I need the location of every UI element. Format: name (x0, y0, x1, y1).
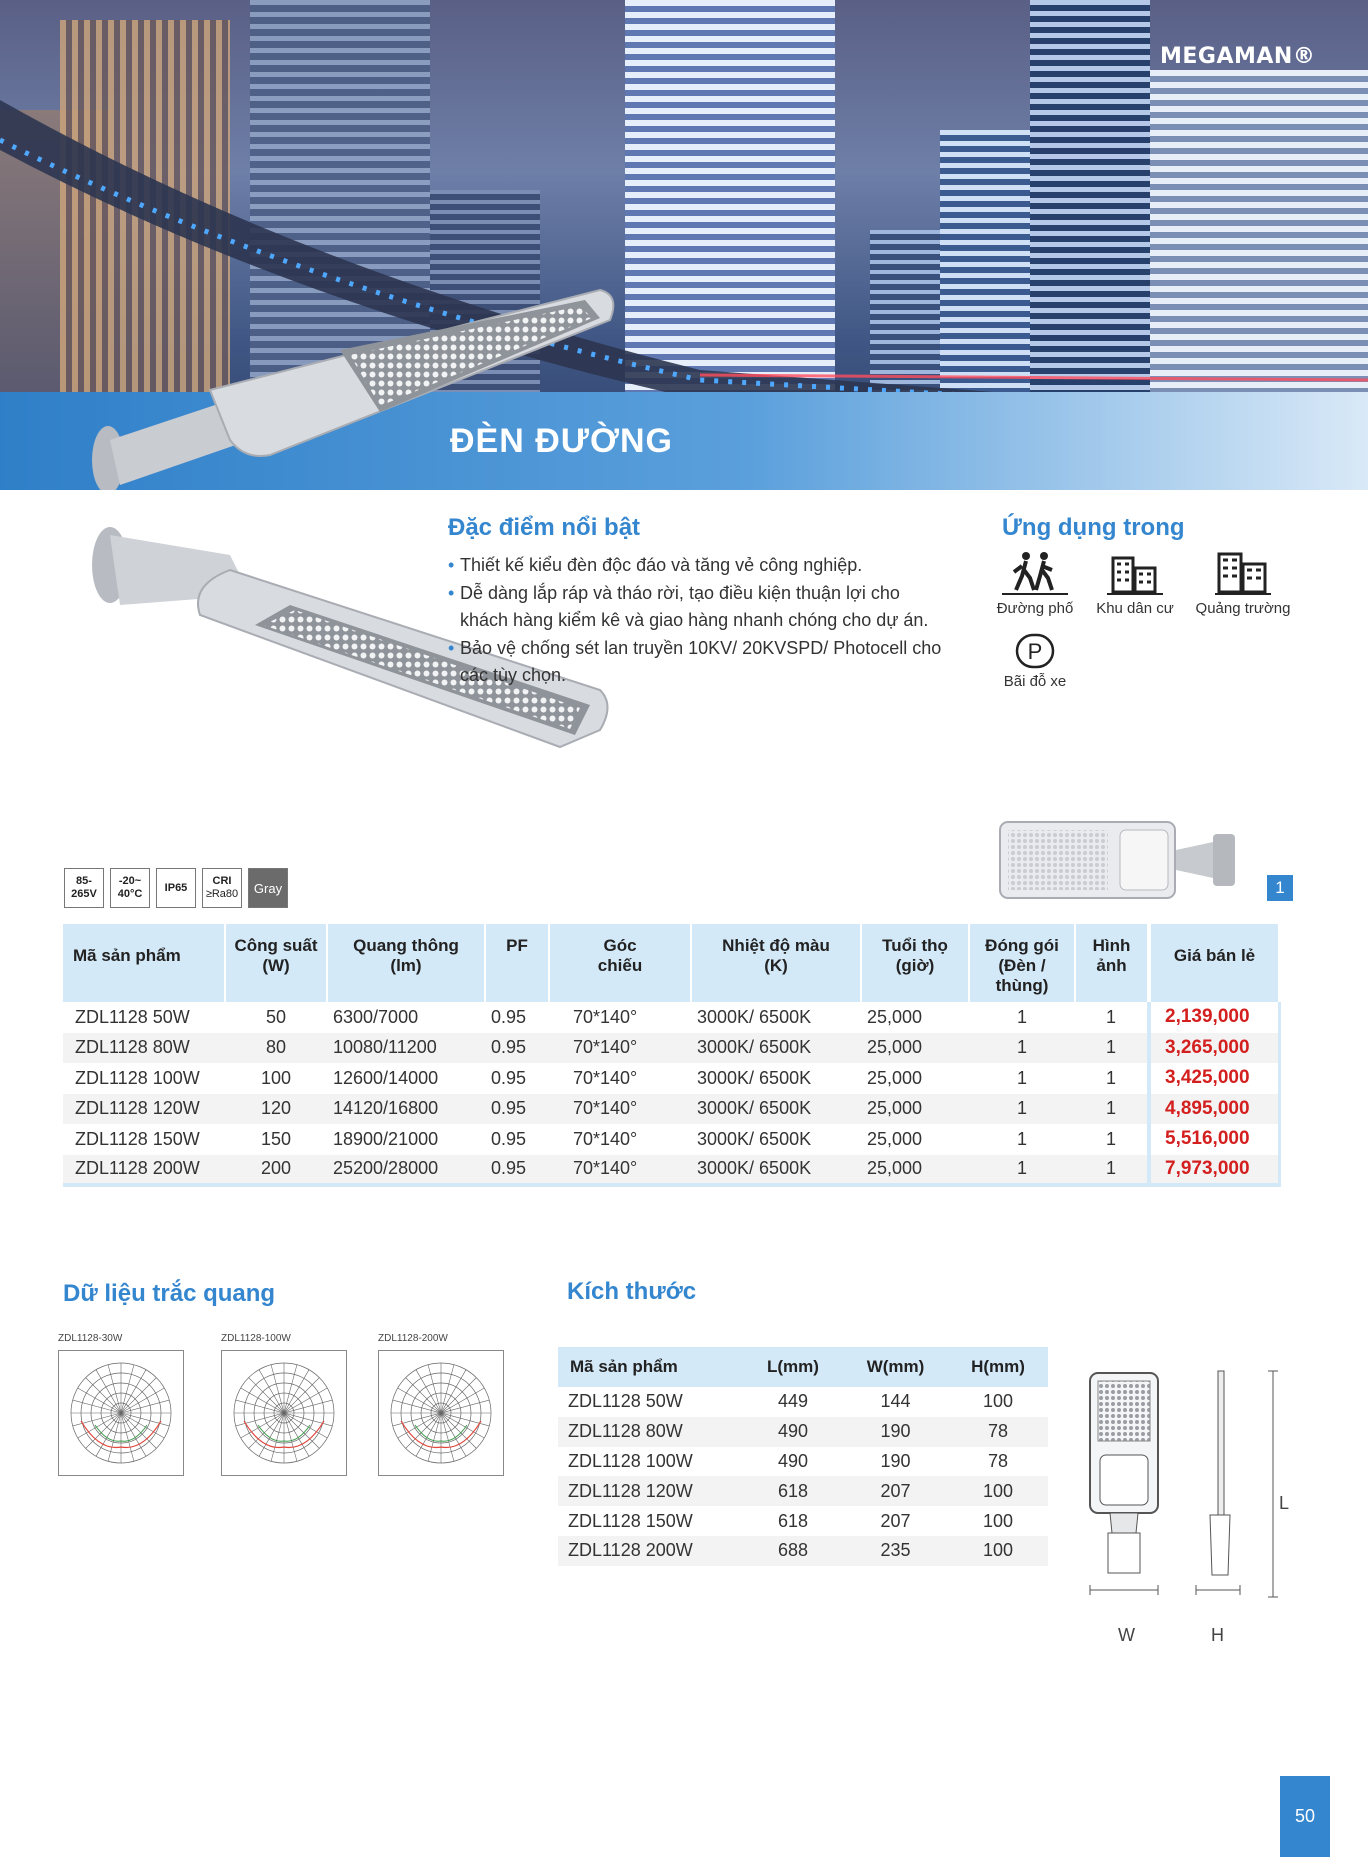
table-row (558, 1536, 1048, 1566)
cell-life: 25,000 (867, 1067, 923, 1088)
residential-buildings-icon (1105, 550, 1165, 596)
cell-l: 618 (777, 1510, 809, 1531)
polar-chart (378, 1350, 504, 1476)
cell-l: 618 (743, 1476, 843, 1506)
features-list (448, 552, 948, 690)
cell-w: 207 (880, 1510, 911, 1531)
header-life: Tuổi thọ (giờ) (861, 924, 969, 1002)
cell-w: 144 (880, 1391, 911, 1412)
cell-pf: 0.95 (485, 1033, 549, 1064)
table-row (63, 1063, 1279, 1094)
cell-code: ZDL1128 50W (75, 1006, 190, 1027)
cell-h: 78 (987, 1450, 1009, 1471)
cell-code: ZDL1128 200W (558, 1536, 743, 1566)
cell-power: 120 (225, 1094, 327, 1125)
cell-cct: 3000K/ 6500K (691, 1033, 861, 1064)
cell-code: ZDL1128 100W (568, 1450, 693, 1471)
cell-power: 150 (260, 1128, 292, 1149)
application-label: Bãi đỗ xe (1003, 673, 1067, 690)
cell-code: ZDL1128 80W (558, 1417, 743, 1447)
feature-item: • Bảo vệ chống sét lan truyền 10KV/ 20KVSPD/ Photocell cho các tùy chọn. (448, 635, 948, 690)
cell-flux: 14120/16800 (327, 1094, 485, 1125)
cell-power: 200 (225, 1155, 327, 1186)
cell-code: ZDL1128 150W (568, 1510, 693, 1531)
header-code: Mã sản phẩm (558, 1347, 743, 1387)
parking-icon (1013, 633, 1057, 669)
application-street (985, 550, 1085, 617)
cell-code: ZDL1128 120W (63, 1094, 225, 1125)
polar-chart (221, 1350, 347, 1476)
cri-badge (202, 868, 242, 908)
cell-angle: 70*140° (549, 1155, 691, 1186)
cell-code: ZDL1128 150W (75, 1128, 200, 1149)
header-code: Mã sản phẩm (63, 924, 225, 1002)
cell-w: 190 (843, 1417, 948, 1447)
applications-list (985, 545, 1325, 695)
table-row (558, 1417, 1048, 1447)
cell-angle: 70*140° (573, 1067, 638, 1088)
temperature-badge: -20~ 40°C (110, 868, 150, 908)
cell-pack: 1 (1016, 1067, 1027, 1088)
cell-image: 1 (1075, 1033, 1149, 1064)
header-cct: Nhiệt độ màu (K) (691, 924, 861, 1002)
pedestrians-icon (1000, 550, 1070, 596)
table-row (63, 1124, 1279, 1155)
header-power: Công suất (W) (225, 924, 327, 1002)
cell-pf: 0.95 (485, 1155, 549, 1186)
table-header-row (63, 924, 1279, 1002)
cell-life: 25,000 (861, 1155, 969, 1186)
application-label: Quảng trường (1195, 600, 1291, 617)
header-image: Hình ảnh (1075, 924, 1149, 1002)
cell-life: 25,000 (867, 1006, 923, 1027)
table-row (63, 1033, 1279, 1064)
cell-pack: 1 (969, 1155, 1075, 1186)
cell-cct: 3000K/ 6500K (691, 1094, 861, 1125)
product-table (63, 924, 1281, 1187)
cell-image: 1 (1105, 1067, 1116, 1088)
cell-w: 190 (880, 1450, 911, 1471)
cell-price: 4,895,000 (1149, 1094, 1279, 1125)
cell-flux: 25200/28000 (327, 1155, 485, 1186)
cell-w: 207 (843, 1476, 948, 1506)
cell-price: 7,973,000 (1149, 1155, 1279, 1186)
cell-cct: 3000K/ 6500K (697, 1128, 812, 1149)
table-header-row (558, 1347, 1048, 1387)
cell-pack: 1 (969, 1033, 1075, 1064)
length-label: L (1279, 1493, 1290, 1513)
polar-chart-label: ZDL1128-200W (378, 1333, 448, 1344)
cell-price: 3,425,000 (1149, 1063, 1279, 1094)
feature-item: • Thiết kế kiểu đèn độc đáo và tăng vẻ công nghiệp. (448, 552, 948, 580)
application-label: Đường phố (996, 600, 1074, 617)
cell-l: 490 (777, 1450, 809, 1471)
polar-chart (58, 1350, 184, 1476)
cell-h: 100 (948, 1476, 1048, 1506)
cell-angle: 70*140° (549, 1033, 691, 1064)
cell-pf: 0.95 (491, 1128, 527, 1149)
cell-code: ZDL1128 120W (558, 1476, 743, 1506)
cell-angle: 70*140° (549, 1094, 691, 1125)
polar-chart-label: ZDL1128-100W (221, 1333, 291, 1344)
table-row (63, 1094, 1279, 1125)
cell-pack: 1 (969, 1094, 1075, 1125)
cell-cct: 3000K/ 6500K (691, 1155, 861, 1186)
table-row (558, 1447, 1048, 1477)
feature-item: • Dễ dàng lắp ráp và tháo rời, tạo điều kiện thuận lợi cho khách hàng kiểm kê và giao hàng nhanh chóng cho dự án. (448, 580, 948, 635)
header-angle: Góc chiếu (549, 924, 691, 1002)
cell-price: 2,139,000 (1149, 1002, 1279, 1033)
cell-pf: 0.95 (491, 1006, 527, 1027)
table-row (558, 1476, 1048, 1506)
cell-code: ZDL1128 200W (63, 1155, 225, 1186)
cell-life: 25,000 (861, 1094, 969, 1125)
cell-h: 100 (982, 1510, 1014, 1531)
cell-angle: 70*140° (573, 1128, 638, 1149)
cell-l: 688 (743, 1536, 843, 1566)
header-flux: Quang thông (lm) (327, 924, 485, 1002)
table-row (63, 1002, 1279, 1033)
cell-pack: 1 (1016, 1128, 1027, 1149)
cell-pf: 0.95 (491, 1067, 527, 1088)
cell-image: 1 (1105, 1128, 1116, 1149)
polar-chart-label: ZDL1128-30W (58, 1333, 123, 1344)
cell-cct: 3000K/ 6500K (697, 1006, 812, 1027)
cri-value: ≥Ra80 (205, 888, 239, 900)
cell-h: 100 (948, 1536, 1048, 1566)
features-title: Đặc điểm nổi bật (448, 514, 641, 541)
square-buildings-icon (1213, 550, 1273, 596)
cell-flux: 6300/7000 (333, 1006, 419, 1027)
header-price: Giá bán lẻ (1149, 924, 1279, 1002)
spec-badges (64, 868, 288, 908)
cell-price: 3,265,000 (1149, 1033, 1279, 1064)
cell-h: 78 (948, 1417, 1048, 1447)
cell-power: 100 (260, 1067, 292, 1088)
application-parking (985, 633, 1085, 690)
cell-h: 100 (982, 1391, 1014, 1412)
cell-l: 490 (743, 1417, 843, 1447)
cell-life: 25,000 (867, 1128, 923, 1149)
application-square (1183, 550, 1303, 617)
dimensions-title: Kích thước (567, 1278, 697, 1305)
color-badge: Gray (248, 868, 288, 908)
cell-code: ZDL1128 100W (75, 1067, 200, 1088)
cell-life: 25,000 (861, 1033, 969, 1064)
image-number-badge: 1 (1267, 875, 1293, 901)
photometric-title: Dữ liệu trắc quang (63, 1280, 276, 1307)
width-label: W (1118, 1625, 1135, 1645)
dimensions-table (558, 1347, 1048, 1566)
header-height: H(mm) (948, 1347, 1048, 1387)
cell-pf: 0.95 (485, 1094, 549, 1125)
cell-cct: 3000K/ 6500K (697, 1067, 812, 1088)
cell-image: 1 (1075, 1155, 1149, 1186)
cell-angle: 70*140° (573, 1006, 638, 1027)
header-pf: PF (485, 924, 549, 1002)
table-row (63, 1155, 1279, 1186)
dimension-drawing (1080, 1365, 1300, 1645)
cell-flux: 18900/21000 (333, 1128, 439, 1149)
voltage-badge: 85- 265V (64, 868, 104, 908)
cell-power: 50 (265, 1006, 287, 1027)
hero-banner (0, 0, 1368, 490)
ip-rating-badge: IP65 (156, 868, 196, 908)
cell-flux: 10080/11200 (327, 1033, 485, 1064)
page-number: 50 (1280, 1776, 1330, 1857)
applications-title: Ứng dụng trong (1002, 514, 1185, 541)
cri-label: CRI (212, 875, 232, 887)
application-residential (1085, 550, 1185, 617)
cell-code: ZDL1128 80W (63, 1033, 225, 1064)
header-width: W(mm) (843, 1347, 948, 1387)
cell-power: 80 (225, 1033, 327, 1064)
table-row (558, 1387, 1048, 1417)
cell-w: 235 (843, 1536, 948, 1566)
cell-pack: 1 (1016, 1006, 1027, 1027)
megaman-logo: MEGAMAN® (1160, 44, 1316, 69)
cell-l: 449 (777, 1391, 809, 1412)
application-label: Khu dân cư (1096, 600, 1174, 617)
svg-text:P: P (1027, 639, 1043, 664)
header-pack: Đóng gói (Đèn / thùng) (969, 924, 1075, 1002)
cell-image: 1 (1075, 1094, 1149, 1125)
height-label: H (1211, 1625, 1224, 1645)
page-title: ĐÈN ĐƯỜNG (450, 422, 673, 460)
cell-code: ZDL1128 50W (568, 1391, 683, 1412)
header-length: L(mm) (743, 1347, 843, 1387)
cell-flux: 12600/14000 (333, 1067, 439, 1088)
product-thumbnail (998, 820, 1248, 900)
table-row (558, 1506, 1048, 1536)
cell-price: 5,516,000 (1149, 1124, 1279, 1155)
cell-image: 1 (1105, 1006, 1116, 1027)
